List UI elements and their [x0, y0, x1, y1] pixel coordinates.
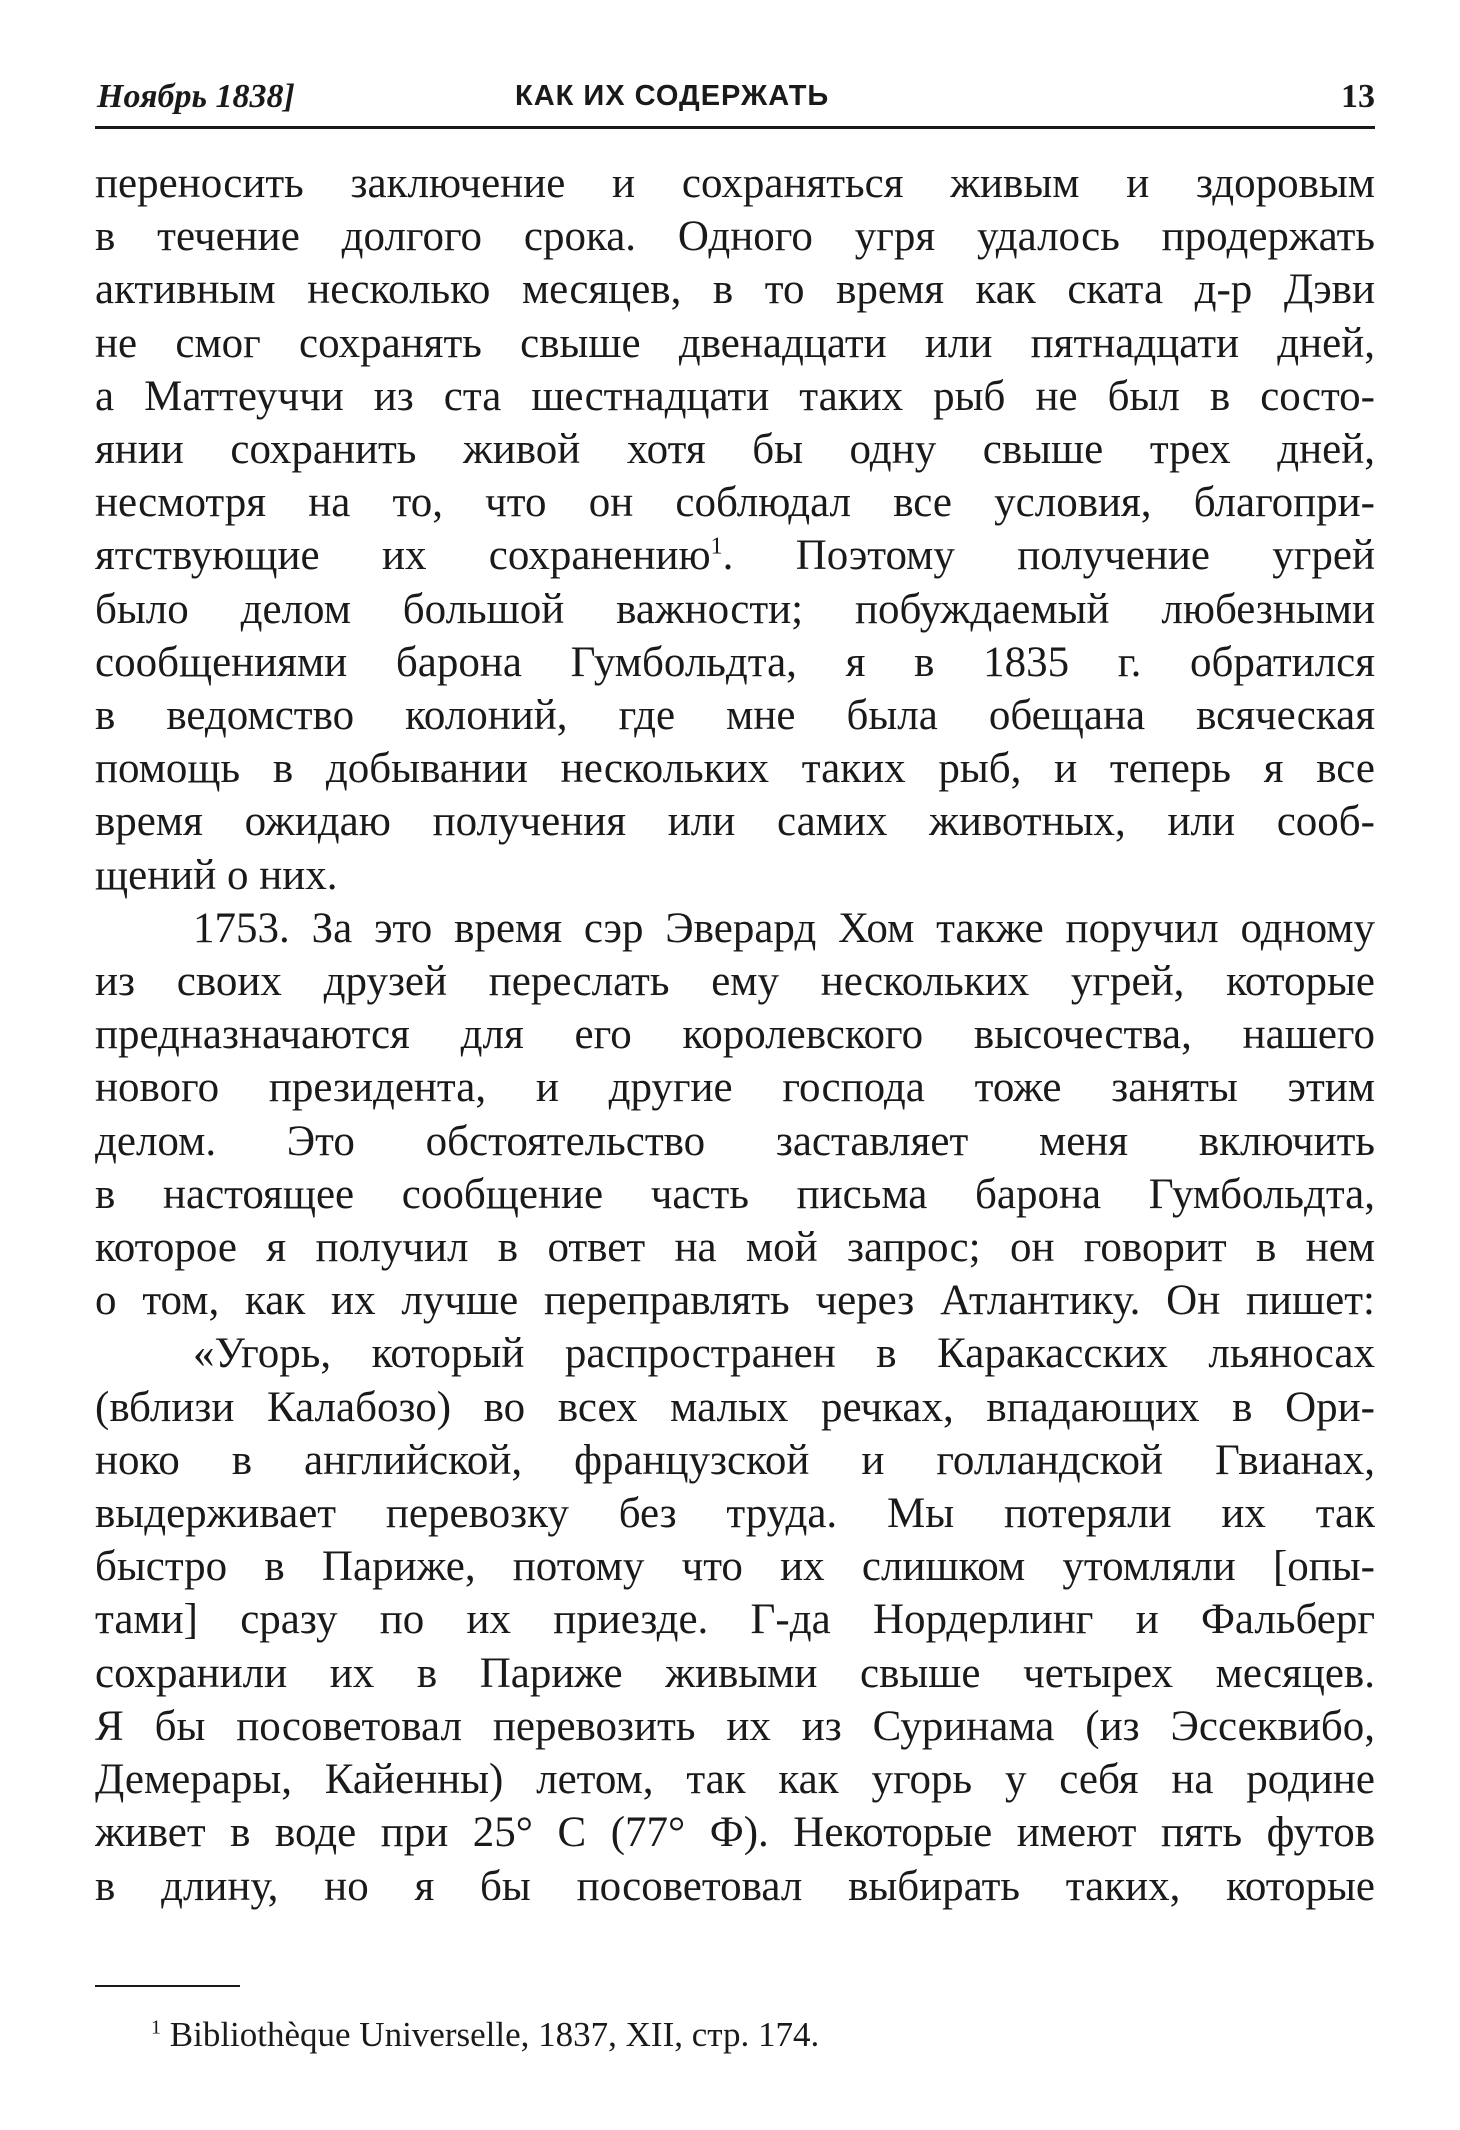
footnote-marker: 1 — [151, 2016, 161, 2039]
text-line: в течение долгого срока. Одного угря удалось продержать — [95, 213, 1375, 261]
text-line: сообщениями барона Гумбольдта, я в 1835 г. обратился — [95, 638, 1375, 686]
book-page — [95, 60, 1375, 2054]
text-line: а Маттеуччи из ста шестнадцати таких рыб не был в состо- — [95, 372, 1375, 420]
text-line: время ожидаю получения или самих животных, или сооб- — [95, 798, 1375, 846]
text-line: янии сохранить живой хотя бы одну свыше трех дней, — [95, 426, 1375, 474]
text-line: быстро в Париже, потому что их слишком утомляли [опы- — [95, 1543, 1375, 1591]
quote-start: «Угорь, который распространен в Каракасских льяносах — [193, 1330, 1375, 1378]
text-line: было делом большой важности; побуждаемый любезными — [95, 585, 1375, 633]
text-line: в ведомство колоний, где мне была обещана всяческая — [95, 692, 1375, 740]
text-line: выдерживает перевозку без труда. Мы потеряли их так — [95, 1490, 1375, 1538]
text-line: предназначаются для его королевского высочества, нашего — [95, 1011, 1375, 1059]
text-line: сохранили их в Париже живыми свыше четырех месяцев. — [95, 1649, 1375, 1697]
text-line: Демерары, Кайенны) летом, так как угорь у себя на родине — [95, 1756, 1375, 1804]
text-line: делом. Это обстоятельство заставляет меня включить — [95, 1117, 1375, 1165]
text-line: в длину, но я бы посоветовал выбирать таких, которые — [95, 1862, 1375, 1910]
text-line: не смог сохранять свыше двенадцати или пятнадцати дней, — [95, 319, 1375, 367]
text-line: живет в воде при 25° С (77° Ф). Некоторые имеют пять футов — [95, 1809, 1375, 1857]
text-line: помощь в добывании нескольких таких рыб, и теперь я все — [95, 745, 1375, 793]
text-line: (вблизи Калабозо) во всех малых речках, впадающих в Ори- — [95, 1383, 1375, 1431]
header-title: КАК ИХ СОДЕРЖАТЬ — [515, 80, 830, 112]
text-line-with-footnote-ref — [95, 529, 1375, 582]
text-line: активным несколько месяцев, в то время как ската д-р Дэви — [95, 266, 1375, 314]
text-fragment: ятствующие их сохранению — [95, 532, 711, 580]
footnote-reference[interactable]: 1 — [710, 534, 723, 561]
text-line: в настоящее сообщение часть письма барона Гумбольдта, — [95, 1170, 1375, 1218]
text-line: из своих друзей переслать ему нескольких угрей, которые — [95, 958, 1375, 1006]
running-head — [95, 60, 1375, 129]
header-date: Ноябрь 1838] — [97, 78, 295, 115]
page-number: 13 — [1341, 78, 1375, 115]
text-line: тами] сразу по их приезде. Г-да Нордерлинг и Фальберг — [95, 1596, 1375, 1644]
body-text — [95, 157, 1375, 1913]
footnote-divider — [95, 1985, 240, 1987]
text-fragment: . Поэтому получение угрей — [722, 532, 1375, 580]
text-line: переносить заключение и сохраняться живым и здоровым — [95, 160, 1375, 207]
paragraph-1753-start: 1753. За это время сэр Эверард Хом также поручил одному — [193, 904, 1375, 952]
text-line: несмотря на то, что он соблюдал все условия, благопри- — [95, 479, 1375, 527]
text-line: о том, как их лучше переправлять через Атлантику. Он пишет: — [95, 1277, 1375, 1325]
text-line: которое я получил в ответ на мой запрос; он говорит в нем — [95, 1224, 1375, 1272]
footnote-text: Bibliothèque Universelle, 1837, XII, стр. 174. — [169, 2015, 820, 2054]
text-line: щений о них. — [95, 851, 338, 899]
text-line: Я бы посоветовал перевозить их из Суринама (из Эссеквибо, — [95, 1702, 1375, 1750]
text-line: ноко в английской, французской и голландской Гвианах, — [95, 1436, 1375, 1484]
footnote — [151, 2015, 819, 2055]
text-line: нового президента, и другие господа тоже заняты этим — [95, 1064, 1375, 1112]
